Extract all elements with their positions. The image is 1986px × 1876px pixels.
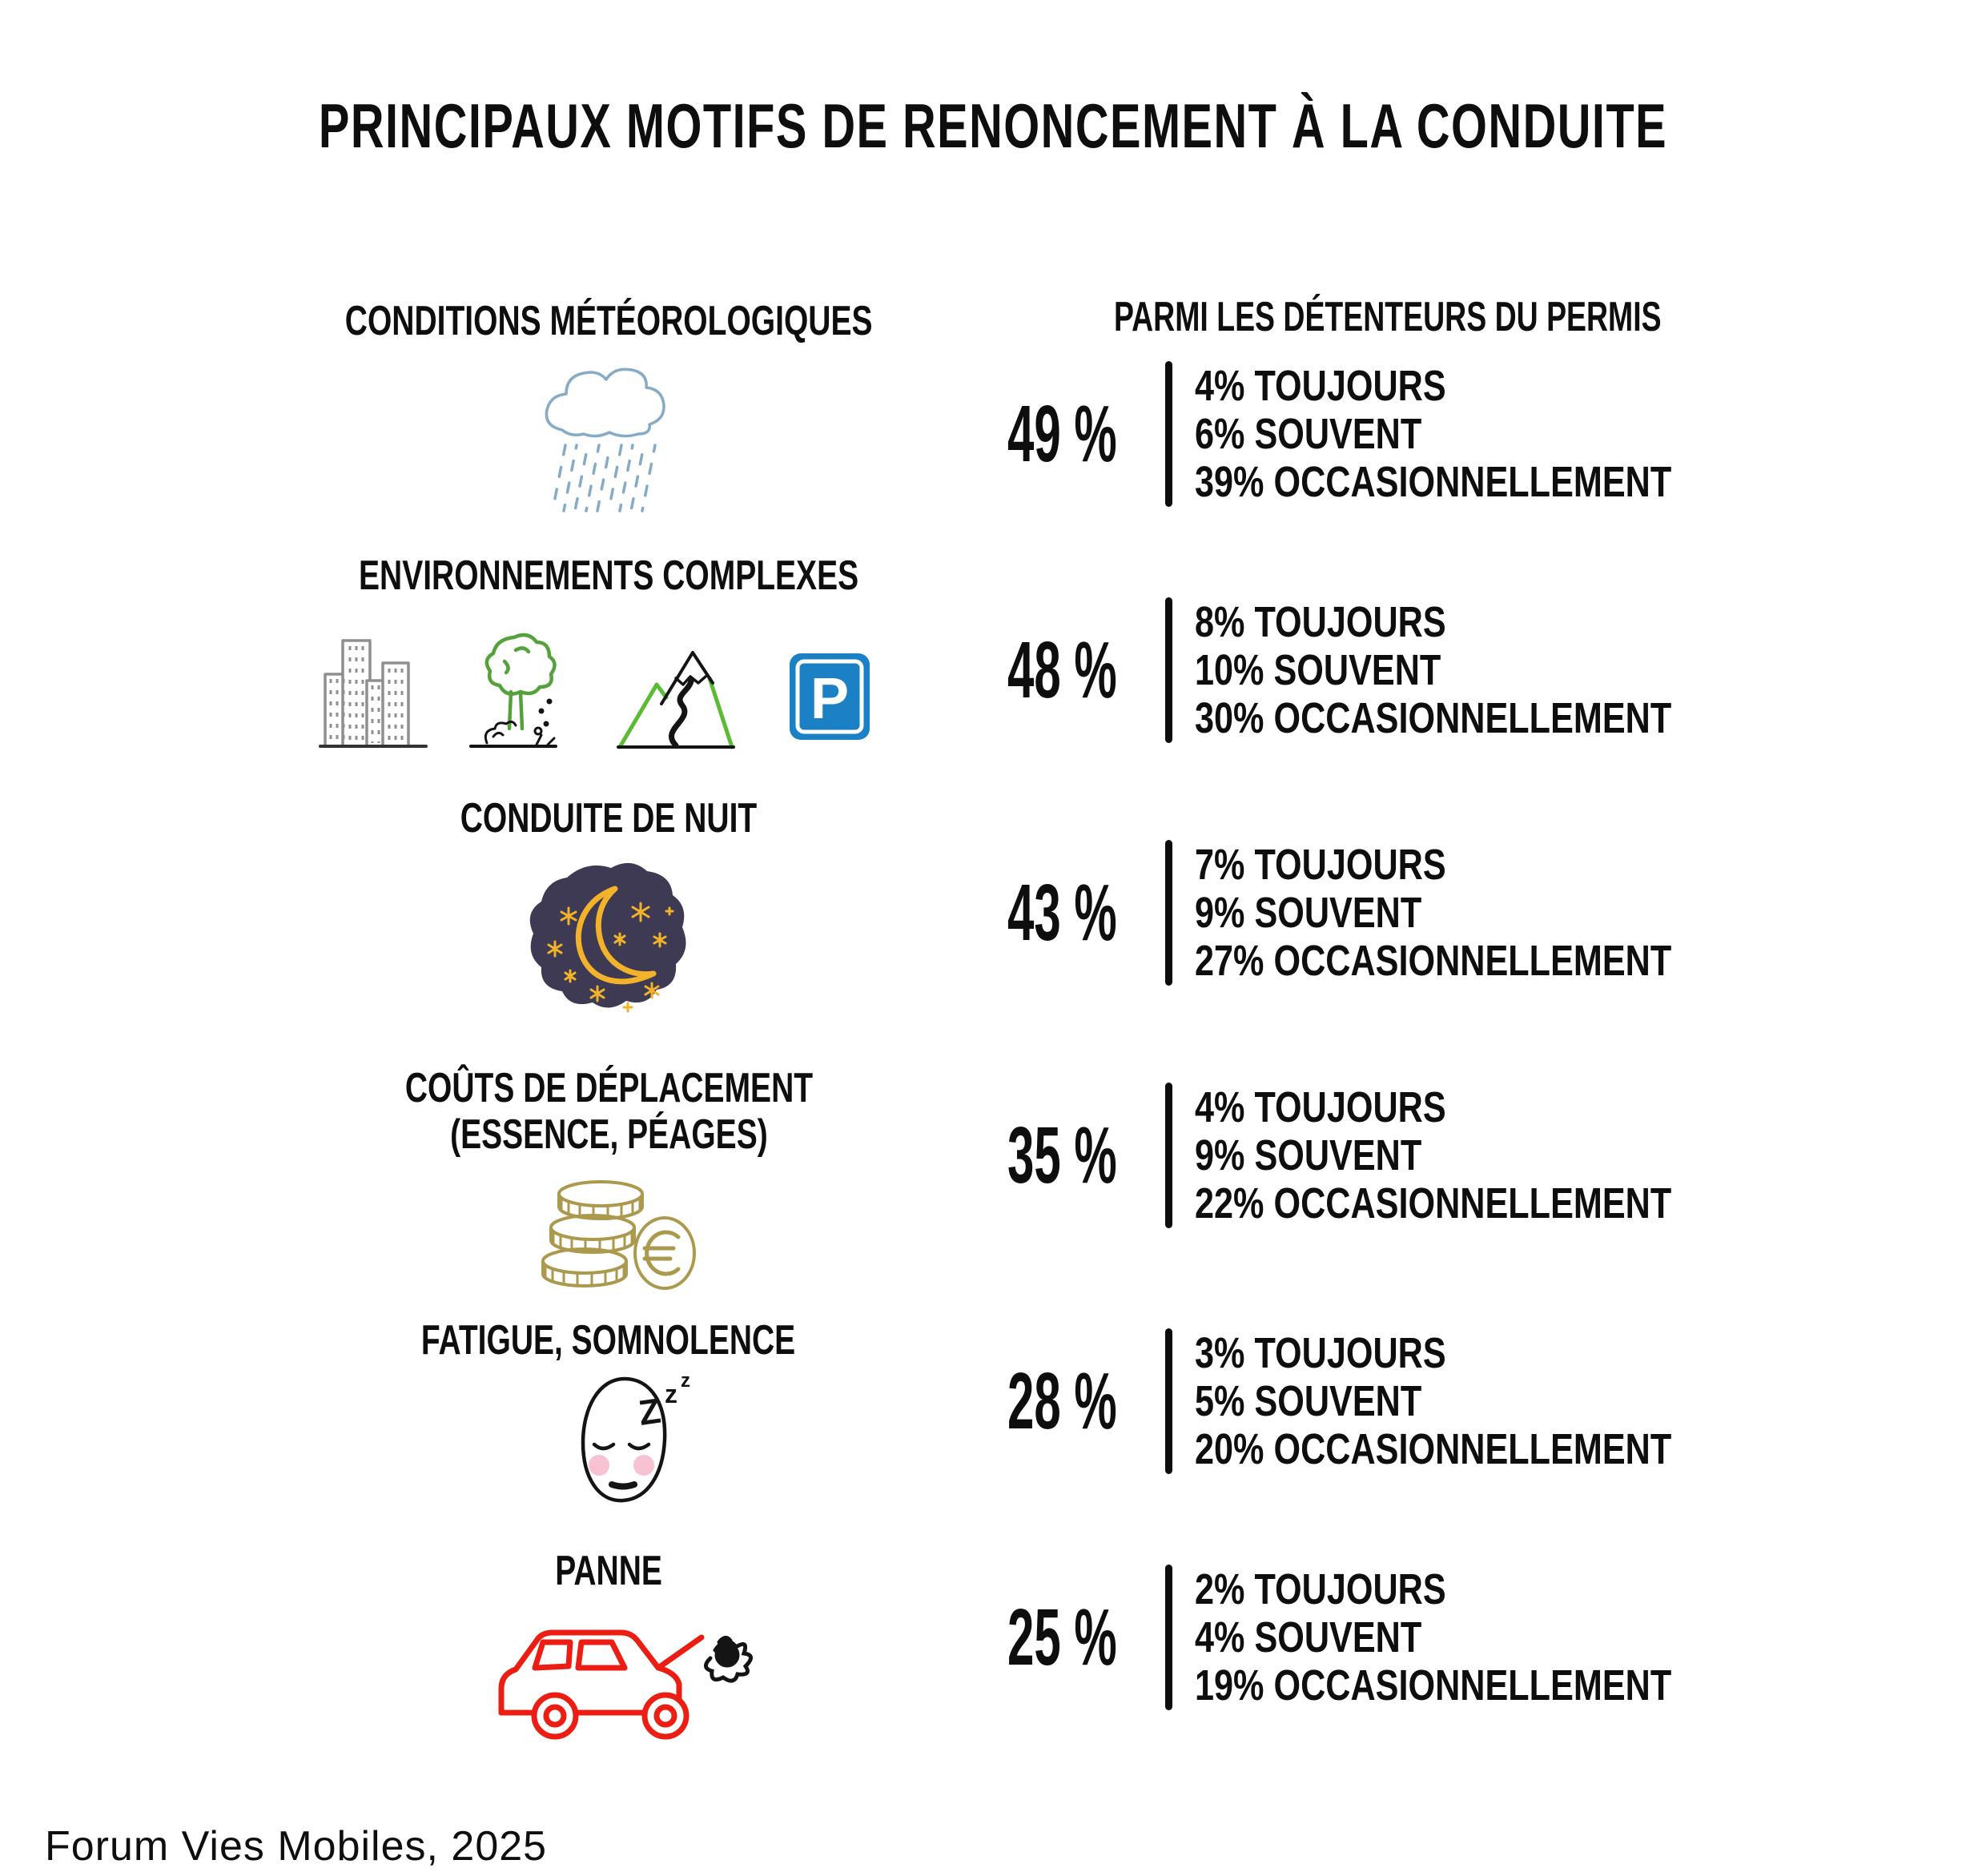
breakdown-line: 6% SOUVENT [1195,410,1422,458]
parking-sign-icon [787,651,872,742]
breakdown-list [1195,841,1791,985]
breakdown-line: 22% OCCASIONNELLEMENT [1195,1179,1672,1227]
divider-bar [1165,1083,1172,1228]
breakdown-line: 4% TOUJOURS [1195,1083,1446,1131]
breakdown-list [1195,1565,1791,1709]
category-label-nuit: CONDUITE DE NUIT [460,795,758,842]
mountain-road-icon [615,637,737,755]
total-percentage: 25 % [1007,1593,1117,1682]
divider-bar [1165,361,1172,507]
category-label-environnements: ENVIRONNEMENTS COMPLEXES [358,552,859,599]
breakdown-line: 4% TOUJOURS [1195,362,1446,410]
broken-car-icon [487,1605,759,1749]
right-column-header: PARMI LES DÉTENTEURS DU PERMIS [1113,294,1662,340]
breakdown-line: 39% OCCASIONNELLEMENT [1195,458,1672,506]
svg-text:z: z [665,1380,677,1408]
breakdown-line: 20% OCCASIONNELLEMENT [1195,1425,1672,1473]
rain-cloud-icon [522,346,690,522]
breakdown-list [1195,1083,1791,1227]
svg-text:z: z [681,1370,690,1392]
divider-bar [1165,840,1172,986]
night-moon-icon [519,854,691,1018]
svg-text:P: P [810,667,850,731]
breakdown-list [1195,362,1791,506]
breakdown-line: 4% SOUVENT [1195,1613,1422,1661]
stat-row-fatigue [1007,1328,1680,1475]
total-percentage: 35 % [1007,1111,1117,1200]
stat-row-couts [1007,1082,1680,1229]
divider-bar [1165,1328,1172,1474]
svg-text:Z: Z [636,1391,664,1433]
breakdown-line: 8% TOUJOURS [1195,598,1446,646]
divider-bar [1165,597,1172,743]
page-title: PRINCIPAUX MOTIFS DE RENONCEMENT À LA CONDUITE [318,90,1668,161]
city-buildings-icon [317,625,429,754]
total-percentage: 28 % [1007,1356,1117,1446]
breakdown-line: 2% TOUJOURS [1195,1565,1446,1613]
breakdown-line: 3% TOUJOURS [1195,1329,1446,1377]
breakdown-line: 30% OCCASIONNELLEMENT [1195,694,1672,742]
breakdown-line: 7% TOUJOURS [1195,841,1446,889]
category-label-meteo: CONDITIONS MÉTÉOROLOGIQUES [344,298,873,344]
stat-row-panne [1007,1564,1680,1711]
stat-row-environnements [1007,597,1680,744]
total-percentage: 48 % [1007,625,1117,715]
source-credit: Forum Vies Mobiles, 2025 [45,1823,548,1870]
breakdown-line: 9% SOUVENT [1195,889,1422,937]
sleepy-face-icon [554,1369,698,1515]
category-label-fatigue: FATIGUE, SOMNOLENCE [421,1317,796,1364]
category-label-panne: PANNE [555,1548,662,1594]
total-percentage: 49 % [1007,389,1117,479]
breakdown-line: 10% SOUVENT [1195,646,1441,694]
stat-row-nuit [1007,839,1680,986]
divider-bar [1165,1565,1172,1710]
breakdown-line: 9% SOUVENT [1195,1131,1422,1179]
total-percentage: 43 % [1007,868,1117,958]
breakdown-line: 27% OCCASIONNELLEMENT [1195,937,1672,985]
breakdown-list [1195,598,1791,742]
category-label-couts: COÛTS DE DÉPLACEMENT (ESSENCE, PÉAGES) [404,1065,813,1158]
stat-row-meteo [1007,360,1680,508]
breakdown-list [1195,1329,1791,1473]
tree-icon [464,625,562,754]
breakdown-line: 5% SOUVENT [1195,1377,1422,1425]
breakdown-line: 19% OCCASIONNELLEMENT [1195,1661,1672,1709]
coins-euro-icon [517,1173,699,1297]
